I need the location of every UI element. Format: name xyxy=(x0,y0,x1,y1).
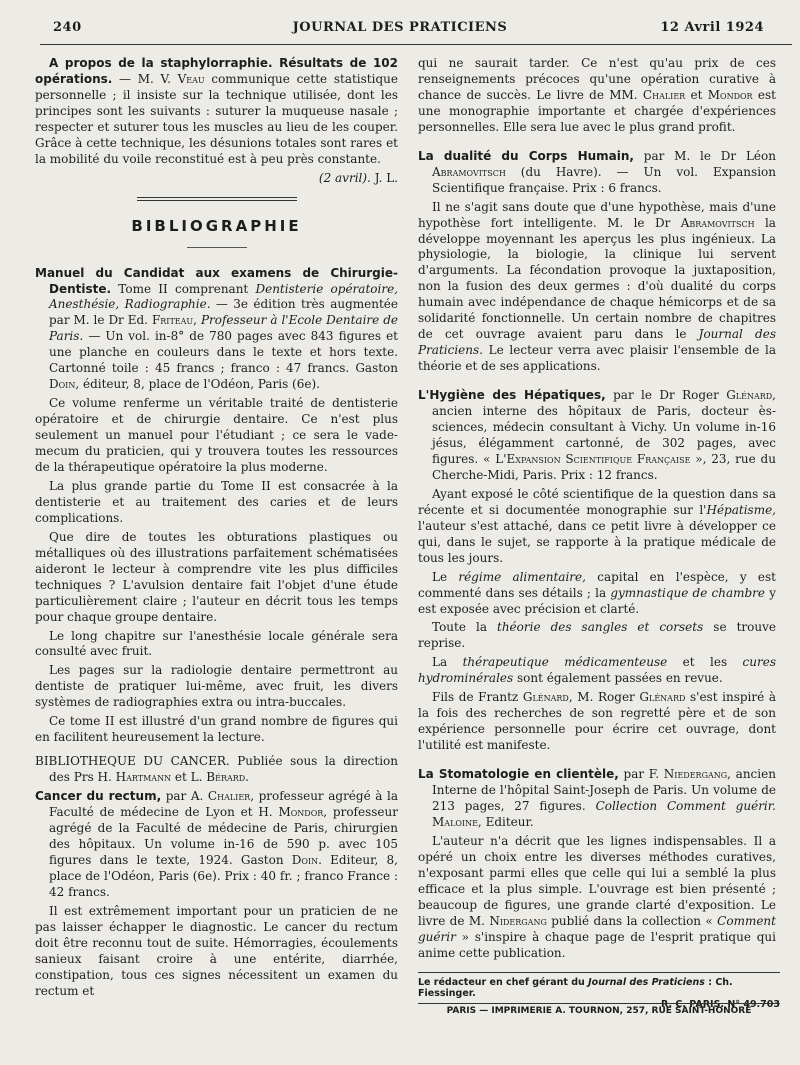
editor-footer: Le rédacteur en chef gérant du Journal des Praticiens : Ch. Fiessinger. R. C. PARIS. N° 49.703 xyxy=(418,972,780,1010)
cancer-series: BIBLIOTHEQUE DU CANCER. Publiée sous la direction des Prs H. Hartmann et L. Bérard. xyxy=(35,754,398,785)
manuel-paragraph: Le long chapitre sur l'anesthésie locale générale sera consulté avec fruit. xyxy=(35,628,398,659)
stomato-paragraph: L'auteur n'a décrit que les lignes indispensables. Il a opéré un choix entre les diverses méthodes curatives, n'exposant parmi elles que celle qui lui a semblé la plus efficace et la plus simple. L'ouvrage est bien présenté ; beaucoup de figures, une grande clarté d'exposition. Le livre de M. Nidergang publié dans la collection « Comment guérir » s'inspire à chaque page de l'esprit pratique qui anime cette publication. xyxy=(418,833,776,960)
bibliographie-heading: BIBLIOGRAPHIE xyxy=(131,216,302,235)
journal-title: JOURNAL DES PRATICIENS xyxy=(292,20,508,35)
hygiene-paragraph: Toute la théorie des sangles et corsets se trouve reprise. xyxy=(418,620,776,651)
registration-number: R. C. PARIS. N° 49.703 xyxy=(660,999,780,1010)
hygiene-paragraph: La thérapeutique médicamenteuse et les cures hydrominérales sont également passées en revue. xyxy=(418,655,776,686)
cancer-entry: Cancer du rectum, par A. Chalier, professeur agrégé à la Faculté de médecine de Lyon et H. Mondor, professeur agrégé de la Faculté de médecine de Paris, chirurgien des hôpitaux. Un volume in-16 de 590 p. avec 105 figures dans le texte, 1924. Gaston Doin. Editeur, 8, place de l'Odéon, Paris (6e). Prix : 40 fr. ; franco France : 42 francs. xyxy=(35,789,398,899)
hygiene-paragraph: Le régime alimentaire, capital en l'espèce, y est commenté dans ses détails ; la gymnastique de chambre y est exposée avec précision et clarté. xyxy=(418,569,776,616)
staph-signature: (2 avril). J. L. xyxy=(318,170,398,185)
issue-date: 12 Avril 1924 xyxy=(660,20,764,35)
section-divider xyxy=(137,197,297,201)
hygiene-entry: L'Hygiène des Hépatiques, par le Dr Roger Glénard, ancien interne des hôpitaux de Paris, docteur ès-sciences, médecin consultant à Vichy. Un volume in-16 jésus, élégamment cartonné, de 302 pages, avec figures. « L'Expansion Scientifique Française », 23, rue du Cherche-Midi, Paris. Prix : 12 francs. xyxy=(418,388,776,482)
cancer-continuation: qui ne saurait tarder. Ce n'est qu'au prix de ces renseignements précoces qu'une opération curative à chance de succès. Le livre de MM. Chalier et Mondor est une monographie importante et chargée d'expériences personnelles. Elle sera lue avec le plus grand profit. xyxy=(418,56,776,134)
manuel-entry: Manuel du Candidat aux examens de Chirurgie-Dentiste. Tome II comprenant Dentisterie opératoire, Anesthésie, Radiographie. — 3e édition très augmentée par M. le Dr Ed. Friteau, Professeur à l'Ecole Dentaire de Paris. — Un vol. in-8° de 780 pages avec 843 figures et une planche en couleurs dans le texte et hors texte. Cartonné toile : 45 francs ; franco : 47 francs. Gaston Doin, éditeur, 8, place de l'Odéon, Paris (6e). xyxy=(35,265,398,392)
manuel-paragraph: Que dire de toutes les obturations plastiques ou métalliques où des illustrations parfaitement schématisées aideront le lecteur à comprendre vite les plus difficiles techniques ? L'avulsion dentaire fait l'objet d'une étude particulièrement claire ; l'auteur en décrit tous les temps pour chaque groupe dentaire. xyxy=(35,529,398,624)
printer-footer: PARIS — IMPRIMERIE A. TOURNON, 257, RUE SAINT-HONORÉ xyxy=(418,1003,780,1016)
left-column xyxy=(35,56,398,1003)
right-column xyxy=(418,56,776,965)
hygiene-paragraph: Ayant exposé le côté scientifique de la question dans sa récente et si documentée monographie sur l'Hépatisme, l'auteur s'est attaché, dans ce petit livre à développer ce qui, dans le sujet, se rapporte à la pratique médicale de tous les jours. xyxy=(418,486,776,565)
dualite-entry: La dualité du Corps Humain, par M. le Dr Léon Abramovitsch (du Havre). — Un vol. Expansion Scientifique française. Prix : 6 francs. xyxy=(418,148,776,195)
cancer-paragraph: Il est extrêmement important pour un praticien de ne pas laisser échapper le diagnostic. Le cancer du rectum doit être reconnu tout de suite. Hémorragies, écoulements sanieux faisant croire à une entérite, diarrhée, constipation, tous ces signes nécessitent un examen du rectum et xyxy=(35,903,398,998)
staph-article: A propos de la staphylorraphie. Résultats de 102 opérations. — M. V. Veau communique cette statistique personnelle ; il insiste sur la technique utilisée, dont les principes sont les suivants : suturer la muqueuse nasale ; respecter et suturer tous les muscles au lieu de les couper. Grâce à cette technique, les désunions totales sont rares et la mobilité du voile reconstitué est à peu près constante. xyxy=(35,56,398,166)
hygiene-paragraph: Fils de Frantz Glénard, M. Roger Glénard s'est inspiré à la fois des recherches de son regretté père et de son expérience personnelle pour écrire cet ouvrage, dont l'utilité est manifeste. xyxy=(418,690,776,753)
manuel-paragraph: Ce tome II est illustré d'un grand nombre de figures qui en facilitent heureusement la lecture. xyxy=(35,714,398,745)
manuel-paragraph: Les pages sur la radiologie dentaire permettront au dentiste de pratiquer lui-même, avec fruit, les divers systèmes de radiographies extra ou intra-buccales. xyxy=(35,663,398,710)
stomato-entry: La Stomatologie en clientèle, par F. Niedergang, ancien Interne de l'hôpital Saint-Joseph de Paris. Un volume de 213 pages, 27 figures. Collection Comment guérir. Maloine, Editeur. xyxy=(418,767,776,829)
manuel-paragraph: Ce volume renferme un véritable traité de dentisterie opératoire et de chirurgie dentaire. Ce n'est plus seulement un manuel pour l'étudiant ; ce sera le vade-mecum du praticien, qui y trouvera toutes les ressources de la thérapeutique opératoire la plus moderne. xyxy=(35,396,398,474)
staph-title: A propos de la staphylorraphie. Résultats de 102 opérations. xyxy=(35,56,398,86)
manuel-paragraph: La plus grande partie du Tome II est consacrée à la dentisterie et au traitement des caries et de leurs complications. xyxy=(35,478,398,525)
dualite-paragraph: Il ne s'agit sans doute que d'une hypothèse, mais d'une hypothèse fort intelligente. M. le Dr Abramovitsch la développe moyennant les aperçus les plus ingénieux. La physiologie, la biologie, la clinique lui servent d'arguments. La fécondation provoque la juxtaposition, non la fusion des deux germes : d'où dualité du corps humain avec indépendance de chaque hémicorps et de sa solidarité fonctionnelle. Un certain nombre de chapitres de cet ouvrage avaient paru dans le Journal des Praticiens. Le lecteur verra avec plaisir l'ensemble de la théorie et de ses applications. xyxy=(418,199,776,374)
header-rule xyxy=(40,44,792,45)
heading-underline xyxy=(187,247,247,248)
page-number: 240 xyxy=(53,20,82,35)
page-header xyxy=(0,0,800,40)
